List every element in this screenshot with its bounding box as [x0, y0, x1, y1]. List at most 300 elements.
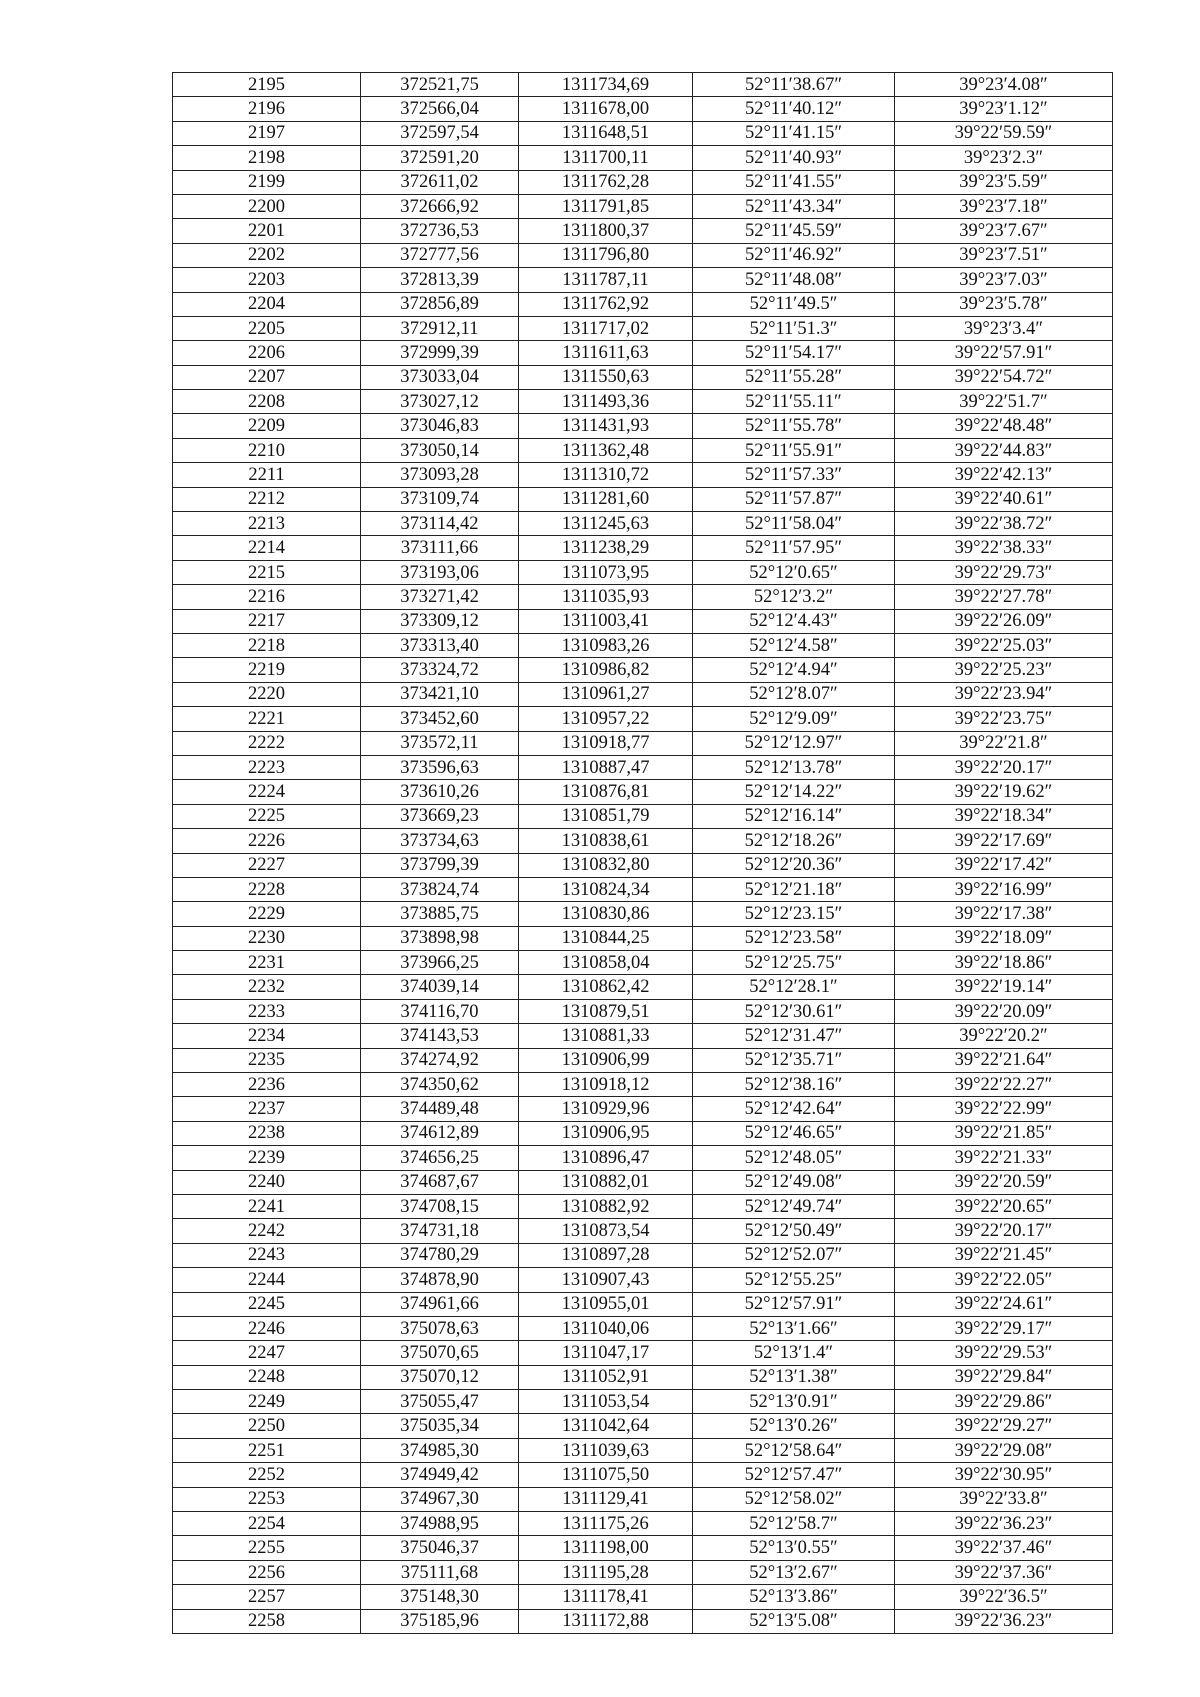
y-coordinate-cell: 1311281,60	[519, 487, 693, 511]
table-row	[173, 1121, 1113, 1145]
point-number-cell: 2243	[173, 1243, 361, 1267]
y-coordinate-cell: 1311175,26	[519, 1512, 693, 1536]
longitude-cell: 39°22′18.86″	[895, 951, 1113, 975]
x-coordinate-cell: 374988,95	[361, 1512, 519, 1536]
longitude-cell: 39°22′51.7″	[895, 390, 1113, 414]
table-row	[173, 1170, 1113, 1194]
latitude-cell: 52°12′58.02″	[693, 1487, 895, 1511]
longitude-cell: 39°22′20.17″	[895, 755, 1113, 779]
y-coordinate-cell: 1310830,86	[519, 902, 693, 926]
table-row	[173, 243, 1113, 267]
longitude-cell: 39°23′7.67″	[895, 219, 1113, 243]
x-coordinate-cell: 374039,14	[361, 975, 519, 999]
x-coordinate-cell: 373799,39	[361, 853, 519, 877]
longitude-cell: 39°22′29.86″	[895, 1390, 1113, 1414]
longitude-cell: 39°22′18.09″	[895, 926, 1113, 950]
x-coordinate-cell: 373610,26	[361, 780, 519, 804]
point-number-cell: 2221	[173, 707, 361, 731]
point-number-cell: 2205	[173, 316, 361, 340]
x-coordinate-cell: 373324,72	[361, 658, 519, 682]
longitude-cell: 39°22′20.09″	[895, 999, 1113, 1023]
longitude-cell: 39°22′25.23″	[895, 658, 1113, 682]
latitude-cell: 52°11′58.04″	[693, 512, 895, 536]
latitude-cell: 52°12′49.08″	[693, 1170, 895, 1194]
latitude-cell: 52°11′57.87″	[693, 487, 895, 511]
longitude-cell: 39°22′54.72″	[895, 365, 1113, 389]
longitude-cell: 39°22′22.99″	[895, 1097, 1113, 1121]
point-number-cell: 2217	[173, 609, 361, 633]
longitude-cell: 39°22′36.23″	[895, 1512, 1113, 1536]
point-number-cell: 2202	[173, 243, 361, 267]
latitude-cell: 52°12′52.07″	[693, 1243, 895, 1267]
y-coordinate-cell: 1310882,92	[519, 1194, 693, 1218]
longitude-cell: 39°22′23.94″	[895, 682, 1113, 706]
point-number-cell: 2222	[173, 731, 361, 755]
y-coordinate-cell: 1311678,00	[519, 97, 693, 121]
latitude-cell: 52°11′55.28″	[693, 365, 895, 389]
latitude-cell: 52°11′57.95″	[693, 536, 895, 560]
point-number-cell: 2206	[173, 341, 361, 365]
x-coordinate-cell: 373572,11	[361, 731, 519, 755]
x-coordinate-cell: 374949,42	[361, 1463, 519, 1487]
y-coordinate-cell: 1311178,41	[519, 1585, 693, 1609]
x-coordinate-cell: 374116,70	[361, 999, 519, 1023]
y-coordinate-cell: 1311238,29	[519, 536, 693, 560]
x-coordinate-cell: 373452,60	[361, 707, 519, 731]
x-coordinate-cell: 374143,53	[361, 1024, 519, 1048]
longitude-cell: 39°23′5.78″	[895, 292, 1113, 316]
table-row	[173, 390, 1113, 414]
table-row	[173, 316, 1113, 340]
y-coordinate-cell: 1310983,26	[519, 633, 693, 657]
x-coordinate-cell: 373898,98	[361, 926, 519, 950]
x-coordinate-cell: 373114,42	[361, 512, 519, 536]
table-row	[173, 804, 1113, 828]
latitude-cell: 52°12′8.07″	[693, 682, 895, 706]
x-coordinate-cell: 372736,53	[361, 219, 519, 243]
longitude-cell: 39°22′20.59″	[895, 1170, 1113, 1194]
point-number-cell: 2227	[173, 853, 361, 877]
point-number-cell: 2254	[173, 1512, 361, 1536]
x-coordinate-cell: 373033,04	[361, 365, 519, 389]
latitude-cell: 52°11′55.78″	[693, 414, 895, 438]
point-number-cell: 2240	[173, 1170, 361, 1194]
table-row	[173, 463, 1113, 487]
x-coordinate-cell: 374656,25	[361, 1146, 519, 1170]
point-number-cell: 2257	[173, 1585, 361, 1609]
y-coordinate-cell: 1310897,28	[519, 1243, 693, 1267]
table-row	[173, 487, 1113, 511]
longitude-cell: 39°22′36.5″	[895, 1585, 1113, 1609]
table-row	[173, 682, 1113, 706]
x-coordinate-cell: 375055,47	[361, 1390, 519, 1414]
y-coordinate-cell: 1311195,28	[519, 1560, 693, 1584]
x-coordinate-cell: 374687,67	[361, 1170, 519, 1194]
point-number-cell: 2223	[173, 755, 361, 779]
y-coordinate-cell: 1311431,93	[519, 414, 693, 438]
longitude-cell: 39°23′7.03″	[895, 268, 1113, 292]
table-row	[173, 951, 1113, 975]
longitude-cell: 39°22′29.17″	[895, 1316, 1113, 1340]
x-coordinate-cell: 372777,56	[361, 243, 519, 267]
table-row	[173, 926, 1113, 950]
table-row	[173, 219, 1113, 243]
longitude-cell: 39°22′25.03″	[895, 633, 1113, 657]
y-coordinate-cell: 1310906,95	[519, 1121, 693, 1145]
latitude-cell: 52°13′2.67″	[693, 1560, 895, 1584]
point-number-cell: 2216	[173, 585, 361, 609]
longitude-cell: 39°22′33.8″	[895, 1487, 1113, 1511]
x-coordinate-cell: 375035,34	[361, 1414, 519, 1438]
point-number-cell: 2253	[173, 1487, 361, 1511]
point-number-cell: 2245	[173, 1292, 361, 1316]
table-row	[173, 902, 1113, 926]
latitude-cell: 52°12′42.64″	[693, 1097, 895, 1121]
latitude-cell: 52°11′41.15″	[693, 121, 895, 145]
point-number-cell: 2224	[173, 780, 361, 804]
coordinates-table	[172, 72, 1113, 1634]
y-coordinate-cell: 1310881,33	[519, 1024, 693, 1048]
x-coordinate-cell: 373313,40	[361, 633, 519, 657]
table-row	[173, 1512, 1113, 1536]
latitude-cell: 52°13′5.08″	[693, 1609, 895, 1633]
table-row	[173, 1536, 1113, 1560]
x-coordinate-cell: 372912,11	[361, 316, 519, 340]
x-coordinate-cell: 373966,25	[361, 951, 519, 975]
longitude-cell: 39°22′38.72″	[895, 512, 1113, 536]
x-coordinate-cell: 372591,20	[361, 146, 519, 170]
x-coordinate-cell: 372611,02	[361, 170, 519, 194]
x-coordinate-cell: 374731,18	[361, 1219, 519, 1243]
longitude-cell: 39°22′17.42″	[895, 853, 1113, 877]
table-row	[173, 829, 1113, 853]
table-row	[173, 1341, 1113, 1365]
latitude-cell: 52°11′57.33″	[693, 463, 895, 487]
longitude-cell: 39°22′22.27″	[895, 1073, 1113, 1097]
y-coordinate-cell: 1311796,80	[519, 243, 693, 267]
longitude-cell: 39°22′36.23″	[895, 1609, 1113, 1633]
latitude-cell: 52°12′46.65″	[693, 1121, 895, 1145]
latitude-cell: 52°12′23.15″	[693, 902, 895, 926]
latitude-cell: 52°12′4.94″	[693, 658, 895, 682]
longitude-cell: 39°22′29.84″	[895, 1365, 1113, 1389]
point-number-cell: 2203	[173, 268, 361, 292]
latitude-cell: 52°11′55.91″	[693, 438, 895, 462]
point-number-cell: 2252	[173, 1463, 361, 1487]
y-coordinate-cell: 1310858,04	[519, 951, 693, 975]
point-number-cell: 2247	[173, 1341, 361, 1365]
x-coordinate-cell: 374612,89	[361, 1121, 519, 1145]
x-coordinate-cell: 372813,39	[361, 268, 519, 292]
y-coordinate-cell: 1311042,64	[519, 1414, 693, 1438]
table-row	[173, 877, 1113, 901]
x-coordinate-cell: 375078,63	[361, 1316, 519, 1340]
x-coordinate-cell: 373734,63	[361, 829, 519, 853]
point-number-cell: 2225	[173, 804, 361, 828]
longitude-cell: 39°22′22.05″	[895, 1268, 1113, 1292]
table-row	[173, 414, 1113, 438]
table-row	[173, 731, 1113, 755]
table-row	[173, 1268, 1113, 1292]
table-row	[173, 999, 1113, 1023]
longitude-cell: 39°23′7.18″	[895, 194, 1113, 218]
x-coordinate-cell: 375185,96	[361, 1609, 519, 1633]
y-coordinate-cell: 1311362,48	[519, 438, 693, 462]
latitude-cell: 52°13′0.26″	[693, 1414, 895, 1438]
latitude-cell: 52°12′48.05″	[693, 1146, 895, 1170]
y-coordinate-cell: 1310879,51	[519, 999, 693, 1023]
table-row	[173, 975, 1113, 999]
y-coordinate-cell: 1310862,42	[519, 975, 693, 999]
latitude-cell: 52°12′23.58″	[693, 926, 895, 950]
latitude-cell: 52°12′3.2″	[693, 585, 895, 609]
table-row	[173, 1073, 1113, 1097]
x-coordinate-cell: 373046,83	[361, 414, 519, 438]
longitude-cell: 39°22′20.2″	[895, 1024, 1113, 1048]
table-row	[173, 633, 1113, 657]
latitude-cell: 52°12′12.97″	[693, 731, 895, 755]
longitude-cell: 39°22′16.99″	[895, 877, 1113, 901]
latitude-cell: 52°12′38.16″	[693, 1073, 895, 1097]
latitude-cell: 52°12′14.22″	[693, 780, 895, 804]
y-coordinate-cell: 1311717,02	[519, 316, 693, 340]
point-number-cell: 2226	[173, 829, 361, 853]
x-coordinate-cell: 373111,66	[361, 536, 519, 560]
point-number-cell: 2235	[173, 1048, 361, 1072]
point-number-cell: 2238	[173, 1121, 361, 1145]
point-number-cell: 2219	[173, 658, 361, 682]
table-row	[173, 755, 1113, 779]
x-coordinate-cell: 373193,06	[361, 560, 519, 584]
longitude-cell: 39°22′17.69″	[895, 829, 1113, 853]
longitude-cell: 39°22′37.36″	[895, 1560, 1113, 1584]
point-number-cell: 2201	[173, 219, 361, 243]
latitude-cell: 52°11′40.12″	[693, 97, 895, 121]
table-row	[173, 365, 1113, 389]
y-coordinate-cell: 1311073,95	[519, 560, 693, 584]
x-coordinate-cell: 373109,74	[361, 487, 519, 511]
table-row	[173, 609, 1113, 633]
table-row	[173, 1146, 1113, 1170]
latitude-cell: 52°12′25.75″	[693, 951, 895, 975]
latitude-cell: 52°13′0.55″	[693, 1536, 895, 1560]
point-number-cell: 2250	[173, 1414, 361, 1438]
latitude-cell: 52°12′21.18″	[693, 877, 895, 901]
longitude-cell: 39°22′21.33″	[895, 1146, 1113, 1170]
y-coordinate-cell: 1311075,50	[519, 1463, 693, 1487]
x-coordinate-cell: 373824,74	[361, 877, 519, 901]
table-row	[173, 1097, 1113, 1121]
y-coordinate-cell: 1311791,85	[519, 194, 693, 218]
y-coordinate-cell: 1310918,77	[519, 731, 693, 755]
latitude-cell: 52°11′51.3″	[693, 316, 895, 340]
latitude-cell: 52°11′41.55″	[693, 170, 895, 194]
x-coordinate-cell: 372597,54	[361, 121, 519, 145]
y-coordinate-cell: 1311003,41	[519, 609, 693, 633]
latitude-cell: 52°12′49.74″	[693, 1194, 895, 1218]
latitude-cell: 52°12′30.61″	[693, 999, 895, 1023]
x-coordinate-cell: 374350,62	[361, 1073, 519, 1097]
point-number-cell: 2242	[173, 1219, 361, 1243]
point-number-cell: 2208	[173, 390, 361, 414]
y-coordinate-cell: 1310907,43	[519, 1268, 693, 1292]
table-row	[173, 1292, 1113, 1316]
point-number-cell: 2246	[173, 1316, 361, 1340]
table-row	[173, 170, 1113, 194]
table-row	[173, 1560, 1113, 1584]
point-number-cell: 2255	[173, 1536, 361, 1560]
latitude-cell: 52°11′38.67″	[693, 73, 895, 97]
latitude-cell: 52°12′9.09″	[693, 707, 895, 731]
latitude-cell: 52°12′28.1″	[693, 975, 895, 999]
longitude-cell: 39°22′21.64″	[895, 1048, 1113, 1072]
point-number-cell: 2231	[173, 951, 361, 975]
y-coordinate-cell: 1311245,63	[519, 512, 693, 536]
table-row	[173, 512, 1113, 536]
y-coordinate-cell: 1310961,27	[519, 682, 693, 706]
longitude-cell: 39°23′3.4″	[895, 316, 1113, 340]
y-coordinate-cell: 1311172,88	[519, 1609, 693, 1633]
table-row	[173, 1487, 1113, 1511]
point-number-cell: 2236	[173, 1073, 361, 1097]
table-row	[173, 292, 1113, 316]
longitude-cell: 39°22′59.59″	[895, 121, 1113, 145]
table-row	[173, 1438, 1113, 1462]
latitude-cell: 52°13′0.91″	[693, 1390, 895, 1414]
point-number-cell: 2229	[173, 902, 361, 926]
y-coordinate-cell: 1311493,36	[519, 390, 693, 414]
y-coordinate-cell: 1310876,81	[519, 780, 693, 804]
point-number-cell: 2220	[173, 682, 361, 706]
table-row	[173, 97, 1113, 121]
latitude-cell: 52°11′49.5″	[693, 292, 895, 316]
y-coordinate-cell: 1311129,41	[519, 1487, 693, 1511]
longitude-cell: 39°22′30.95″	[895, 1463, 1113, 1487]
latitude-cell: 52°11′45.59″	[693, 219, 895, 243]
table-row	[173, 658, 1113, 682]
longitude-cell: 39°23′7.51″	[895, 243, 1113, 267]
y-coordinate-cell: 1311047,17	[519, 1341, 693, 1365]
x-coordinate-cell: 373050,14	[361, 438, 519, 462]
y-coordinate-cell: 1310955,01	[519, 1292, 693, 1316]
latitude-cell: 52°13′1.38″	[693, 1365, 895, 1389]
table-row	[173, 1316, 1113, 1340]
point-number-cell: 2248	[173, 1365, 361, 1389]
point-number-cell: 2197	[173, 121, 361, 145]
point-number-cell: 2256	[173, 1560, 361, 1584]
y-coordinate-cell: 1311762,28	[519, 170, 693, 194]
table-row	[173, 1024, 1113, 1048]
latitude-cell: 52°12′31.47″	[693, 1024, 895, 1048]
longitude-cell: 39°22′18.34″	[895, 804, 1113, 828]
x-coordinate-cell: 375148,30	[361, 1585, 519, 1609]
y-coordinate-cell: 1310844,25	[519, 926, 693, 950]
table-row	[173, 438, 1113, 462]
latitude-cell: 52°12′0.65″	[693, 560, 895, 584]
x-coordinate-cell: 372999,39	[361, 341, 519, 365]
table-row	[173, 780, 1113, 804]
latitude-cell: 52°11′43.34″	[693, 194, 895, 218]
y-coordinate-cell: 1311787,11	[519, 268, 693, 292]
x-coordinate-cell: 375070,65	[361, 1341, 519, 1365]
table-row	[173, 194, 1113, 218]
point-number-cell: 2241	[173, 1194, 361, 1218]
x-coordinate-cell: 372521,75	[361, 73, 519, 97]
latitude-cell: 52°12′4.43″	[693, 609, 895, 633]
longitude-cell: 39°22′40.61″	[895, 487, 1113, 511]
y-coordinate-cell: 1311648,51	[519, 121, 693, 145]
latitude-cell: 52°12′4.58″	[693, 633, 895, 657]
table-row	[173, 585, 1113, 609]
longitude-cell: 39°22′48.48″	[895, 414, 1113, 438]
longitude-cell: 39°22′44.83″	[895, 438, 1113, 462]
table-row	[173, 707, 1113, 731]
table-row	[173, 1414, 1113, 1438]
point-number-cell: 2204	[173, 292, 361, 316]
point-number-cell: 2239	[173, 1146, 361, 1170]
longitude-cell: 39°22′21.85″	[895, 1121, 1113, 1145]
x-coordinate-cell: 372666,92	[361, 194, 519, 218]
y-coordinate-cell: 1310918,12	[519, 1073, 693, 1097]
y-coordinate-cell: 1310873,54	[519, 1219, 693, 1243]
y-coordinate-cell: 1311611,63	[519, 341, 693, 365]
latitude-cell: 52°12′35.71″	[693, 1048, 895, 1072]
table-row	[173, 268, 1113, 292]
table-row	[173, 1194, 1113, 1218]
table-row	[173, 853, 1113, 877]
point-number-cell: 2233	[173, 999, 361, 1023]
y-coordinate-cell: 1311734,69	[519, 73, 693, 97]
x-coordinate-cell: 373309,12	[361, 609, 519, 633]
point-number-cell: 2244	[173, 1268, 361, 1292]
y-coordinate-cell: 1310851,79	[519, 804, 693, 828]
y-coordinate-cell: 1311053,54	[519, 1390, 693, 1414]
y-coordinate-cell: 1310838,61	[519, 829, 693, 853]
x-coordinate-cell: 374985,30	[361, 1438, 519, 1462]
y-coordinate-cell: 1310887,47	[519, 755, 693, 779]
point-number-cell: 2209	[173, 414, 361, 438]
point-number-cell: 2212	[173, 487, 361, 511]
longitude-cell: 39°22′20.17″	[895, 1219, 1113, 1243]
x-coordinate-cell: 375046,37	[361, 1536, 519, 1560]
latitude-cell: 52°12′58.7″	[693, 1512, 895, 1536]
y-coordinate-cell: 1310896,47	[519, 1146, 693, 1170]
table-row	[173, 73, 1113, 97]
table-row	[173, 560, 1113, 584]
longitude-cell: 39°22′29.08″	[895, 1438, 1113, 1462]
latitude-cell: 52°11′48.08″	[693, 268, 895, 292]
point-number-cell: 2218	[173, 633, 361, 657]
x-coordinate-cell: 374961,66	[361, 1292, 519, 1316]
latitude-cell: 52°12′50.49″	[693, 1219, 895, 1243]
x-coordinate-cell: 375111,68	[361, 1560, 519, 1584]
x-coordinate-cell: 374708,15	[361, 1194, 519, 1218]
longitude-cell: 39°22′23.75″	[895, 707, 1113, 731]
x-coordinate-cell: 373669,23	[361, 804, 519, 828]
y-coordinate-cell: 1310824,34	[519, 877, 693, 901]
x-coordinate-cell: 372856,89	[361, 292, 519, 316]
point-number-cell: 2196	[173, 97, 361, 121]
y-coordinate-cell: 1310929,96	[519, 1097, 693, 1121]
longitude-cell: 39°23′1.12″	[895, 97, 1113, 121]
latitude-cell: 52°12′20.36″	[693, 853, 895, 877]
latitude-cell: 52°11′40.93″	[693, 146, 895, 170]
latitude-cell: 52°12′57.91″	[693, 1292, 895, 1316]
longitude-cell: 39°22′29.73″	[895, 560, 1113, 584]
table-row	[173, 1243, 1113, 1267]
y-coordinate-cell: 1311035,93	[519, 585, 693, 609]
longitude-cell: 39°22′29.53″	[895, 1341, 1113, 1365]
